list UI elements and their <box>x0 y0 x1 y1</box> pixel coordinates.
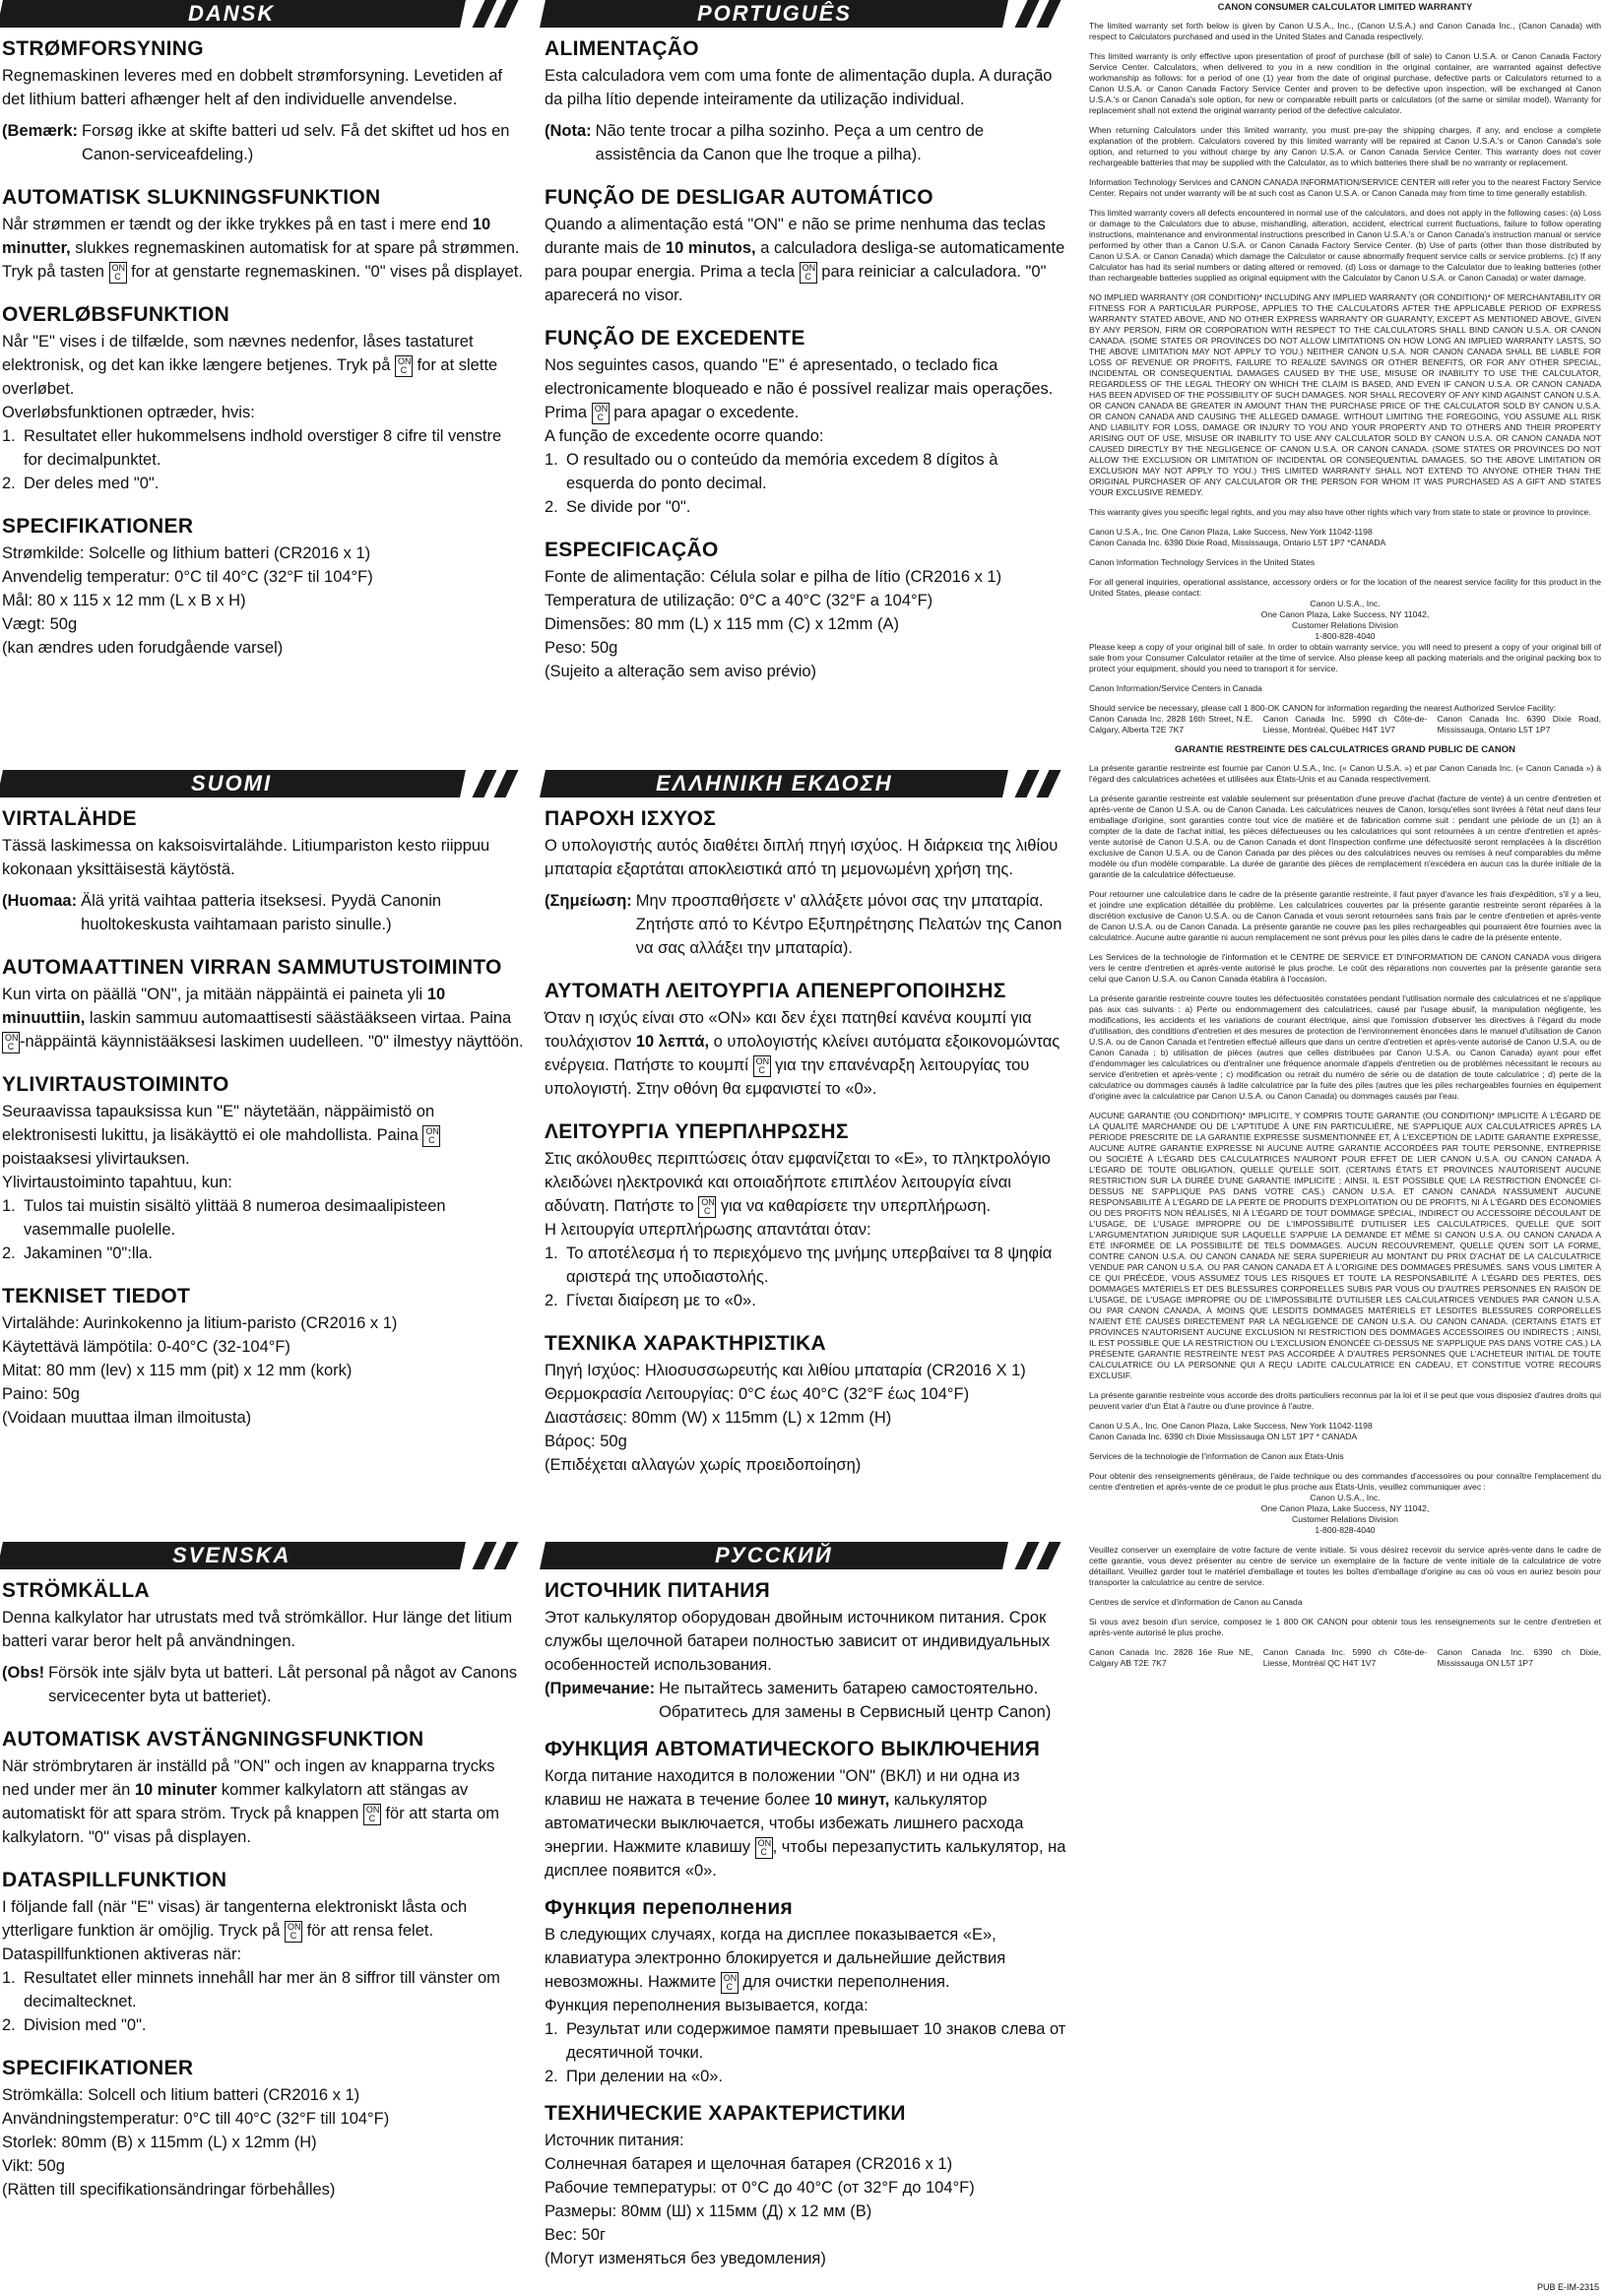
address-line: Canon U.S.A., Inc. One Canon Plaza, Lake Success, New York 11042-1198 <box>1089 1421 1373 1431</box>
text-power: Denna kalkylator har utrustats med två strömkällor. Hur länge det litium batteri varar beror helt på användningen. <box>2 1609 513 1650</box>
warranty-paragraph: Services de la technologie de l'information de Canon aux États-Unis <box>1089 1451 1344 1461</box>
text-overflow: В следующих случаях, когда на дисплее показывается «E», клавиатура электронно блокируется и дальнейшие действия невозможны. Нажмите ON C для очистки переполнения. <box>545 1926 1006 1992</box>
text-auto-off: Når strømmen er tændt og der ikke trykkes på en tast i mere end 10 minutter, slukkes regnemaskinen automatisk for at spare på strømmen. Tryk på tasten ON C for at genstarte regnemaskinen. "0" vises på displayet. <box>2 216 523 282</box>
spec-line: Storlek: 80mm (B) x 115mm (L) x 12mm (H) <box>2 2134 317 2151</box>
heading-auto-off: FUNÇÃO DE DESLIGAR AUTOMÁTICO <box>545 186 933 209</box>
text-auto-off: Όταν η ισχύς είναι στο «ON» και δεν έχει πατηθεί κανένα κουμπί για τουλάχιστον 10 λεπτά, ο υπολογιστής κλείνει αυτόματα εξοικονομώντας ενέργεια. Πατήστε το κουμπί ON C για την επανέναρξη λειτουργίας του υπολογιστή. Στην οθόνη θα εμφανιστεί το «0». <box>545 1009 1061 1098</box>
on-c-key-icon: ON C <box>2 1032 20 1053</box>
text-overflow-cond: A função de excedente ocorre quando: <box>545 427 824 445</box>
address-line: Canon Canada Inc. 6390 Dixie Road, Mississauga, Ontario L5T 1P7 *CANADA <box>1089 538 1386 547</box>
spec-line: Vægt: 50g <box>2 615 78 633</box>
warranty-title-fr: GARANTIE RESTREINTE DES CALCULATRICES GRAND PUBLIC DE CANON <box>1174 744 1516 755</box>
canada-addresses-fr: Canon Canada Inc. 2828 16e Rue NE, Calgary AB T2E 7K7 Canon Canada Inc. 5990 ch Côte-de-Liesse, Montréal QC H4T 1V7 Canon Canada Inc. 6390 ch Dixie, Mississauga ON L5T 1P7 <box>1089 1647 1601 1668</box>
text-overflow: Når "E" vises i de tilfælde, som nævnes nedenfor, låses tastaturet elektronisk, og det kan ikke længere betjenes. Tryk på ON C for at slette overløbet. <box>2 333 498 398</box>
heading-power: ИСТОЧНИК ПИТАНИЯ <box>545 1579 771 1602</box>
spec-line: Βάρος: 50g <box>545 1433 627 1450</box>
warranty-paragraph: La présente garantie restreinte est valable seulement sur présentation d'une preuve d'achat (facture de vente) à un centre d'entretien et après-vente de Canon U.S.A. ou de Canon Canada. Les calculatrices neuves de Canon, lorsqu'elles sont livrées à l'état neuf dans leur emballage d'origine, sont garanties contre tout vice de matière et de fabrication comme suit : pendant une période de un (1) an à compter de la date de l'achat initial, les pièces défectueuses ou les calculatrices qui sont retournées à un centre d'entretien et après-vente autorisé de Canon U.S.A. ou de Canon Canada et dont l'inspection confirme une défectuosité seront remplacées à la discrétion exclusive de Canon U.S.A. ou de Canon Canada par des pièces ou des calculatrices neuves ou remises à neuf comparables du même modèle ou d'un modèle comparable. La durée de garantie des pièces de remplacement n'excédera en aucun cas la durée initiale de la garantie de la calculatrice défectueuse. <box>1089 794 1601 879</box>
note: (Bemærk: Forsøg ikke at skifte batteri ud selv. Få det skiftet ud hos en Canon-serviceafdeling.) <box>2 122 510 163</box>
spec-line: Käytettävä lämpötila: 0-40°C (32-104°F) <box>2 1338 290 1356</box>
on-c-key-icon: ON C <box>755 1837 773 1859</box>
section-russian <box>543 1542 1066 2270</box>
warranty-paragraph: Please keep a copy of your original bill of sale. In order to obtain warranty service, you will need to present a copy of your original bill of sale from your Consumer Calculator retailer at the time of service. Also please keep all packing materials and the original packing box to protect your equipment, should you need to transport it for service. <box>1089 642 1601 673</box>
heading-overflow: OVERLØBSFUNKTION <box>2 303 230 326</box>
spec-line: (kan ændres uden forudgående varsel) <box>2 639 284 657</box>
note: (Obs! Försök inte själv byta ut batteri. Låt personal på något av Canons servicecenter byta ut batteriet). <box>2 1664 518 1705</box>
warranty-paragraph: Si vous avez besoin d'un service, composez le 1 800 OK CANON pour obtenir tous les renseignements sur le centre d'entretien et après-vente autorisé le plus proche. <box>1089 1617 1601 1637</box>
spec-line: Virtalähde: Aurinkokenno ja litium-paristo (CR2016 x 1) <box>2 1314 398 1332</box>
warranty-paragraph: This warranty gives you specific legal rights, and you may also have other rights which vary from state to state or province to province. <box>1089 507 1591 517</box>
text-overflow-cond: Dataspillfunktionen aktiveras när: <box>2 1945 242 1963</box>
heading-specs: SPECIFIKATIONER <box>2 2057 194 2079</box>
contact-line: 1-800-828-4040 <box>1315 631 1376 641</box>
warranty-paragraph: This limited warranty is only effective upon presentation of proof of purchase (bill of sale) to Canon U.S.A. or Canon Canada Factory Service Center. Calculators, when delivered to you in a new condition in the original container, are warranted against defective workmanship as follows: for a period of one (1) year from the date of original purchase, defective parts or Calculators returned to a Canon U.S.A. or Canon Canada Factory Service Center and proven to be defective upon inspection, will be exchanged at Canon U.S.A.'s or Canon Canada's sole option, for new or comparable rebuilt parts or calculators (of the same or similar model). Warranty for replacement shall not extend the original warranty period of the defective calculator. <box>1089 51 1601 115</box>
section-portugues <box>543 0 1066 683</box>
section-dansk <box>0 0 524 660</box>
warranty-paragraph: Information Technology Services and CANON CANADA INFORMATION/SERVICE CENTER will refer you to the nearest Factory Service Center. Repairs not under warranty will be at such cost as Canon U.S.A. or Canon Canada may from time to time generally establish. <box>1089 177 1601 198</box>
section-header <box>543 0 1066 28</box>
section-header <box>543 1542 1066 1569</box>
spec-line: Strømkilde: Solcelle og lithium batteri (CR2016 x 1) <box>2 544 371 562</box>
heading-power: ΠΑΡΟΧΗ ΙΣΧΥΟΣ <box>545 807 717 830</box>
heading-overflow: FUNÇÃO DE EXCEDENTE <box>545 327 805 350</box>
list-item: 2. Se divide por "0". <box>545 498 691 516</box>
heading-power: VIRTALÄHDE <box>2 807 137 830</box>
spec-line: (Sujeito a alteração sem aviso prévio) <box>545 663 817 680</box>
heading-overflow: DATASPILLFUNKTION <box>2 1869 227 1891</box>
spec-line: (Rätten till specifikationsändringar förbehålles) <box>2 2181 336 2199</box>
heading-auto-off: AUTOMAATTINEN VIRRAN SAMMUTUSTOIMINTO <box>2 956 502 979</box>
overflow-list <box>543 1242 1066 1312</box>
warranty-column <box>1089 0 1601 1678</box>
heading-overflow: ΛΕΙΤΟΥΡΓΙΑ ΥΠΕΡΠΛΗΡΩΣΗΣ <box>545 1120 849 1143</box>
spec-line: Anvendelig temperatur: 0°C til 40°C (32°F til 104°F) <box>2 568 373 586</box>
overflow-list <box>543 448 1066 519</box>
note: (Nota: Não tente trocar a pilha sozinho. Peça a um centro de assistência da Canon que lhe troque a pilha). <box>545 122 985 163</box>
text-overflow-cond: Η λειτουργία υπερπλήρωσης απαντάται όταν: <box>545 1221 871 1239</box>
spec-line: (Voidaan muuttaa ilman ilmoitusta) <box>2 1409 252 1427</box>
list-item: 2. Jakaminen "0":lla. <box>2 1244 153 1262</box>
warranty-paragraph: The limited warranty set forth below is given by Canon U.S.A., Inc., (Canon U.S.A.) and Canon Canada Inc., (Canon Canada) with respect to Calculators purchased and used in the United States and Canada respectively. <box>1089 21 1601 41</box>
contact-line: Canon U.S.A., Inc. <box>1310 599 1381 608</box>
address-line: Canon U.S.A., Inc. One Canon Plaza, Lake Success, New York 11042-1198 <box>1089 527 1373 537</box>
section-header <box>0 1542 524 1569</box>
warranty-paragraph: Canon Information Technology Services in the United States <box>1089 557 1316 567</box>
text-power: Regnemaskinen leveres med en dobbelt strømforsyning. Levetiden af det lithium batteri afhænger helt af den individuelle anvendelse. <box>2 67 503 108</box>
spec-line: Размеры: 80мм (Ш) x 115мм (Д) x 12 мм (В) <box>545 2202 872 2220</box>
spec-line: Διαστάσεις: 80mm (W) x 115mm (L) x 12mm (H) <box>545 1409 892 1427</box>
warranty-paragraph: NO IMPLIED WARRANTY (OR CONDITION)* INCLUDING ANY IMPLIED WARRANTY (OR CONDITION)* OF MERCHANTABILITY OR FITNESS FOR A PARTICULAR PURPOSE, APPLIES TO THE CALCULATORS AFTER THE APPLICABLE PERIOD OF EXPRESS WARRANTY STATED ABOVE, AND NO OTHER EXPRESS WARRANTY OR GUARANTY, EXCEPT AS MENTIONED ABOVE, GIVEN BY ANY PERSON, FIRM OR CORPORATION WITH RESPECT TO THE CALCULATORS SHALL BIND CANON U.S.A. OR CANON CANADA. (SOME STATES OR PROVINCES DO NOT ALLOW LIMITATIONS ON HOW LONG AN IMPLIED WARRANTY LASTS, SO THE ABOVE LIMITATION MAY NOT APPLY TO YOU.) NEITHER CANON U.S.A. NOR CANON CANADA SHALL BE LIABLE FOR LOSS OF REVENUE OR PROFITS, FAILURE TO REALIZE SAVINGS OR OTHER BENEFITS, OR FOR ANY OTHER SPECIAL, INCIDENTAL OR CONSEQUENTIAL DAMAGES CAUSED BY THE USE, MISUSE OR INABILITY TO USE THE CALCULATOR, REGARDLESS OF THE LEGAL THEORY ON WHICH THE CLAIM IS BASED, AND EVEN IF CANON U.S.A. OR CANON CANADA HAS BEEN ADVISED OF THE POSSIBILITY OF SUCH DAMAGES. NOR SHALL RECOVERY OF ANY KIND AGAINST CANON U.S.A. OR CANON CANADA BE GREATER IN AMOUNT THAN THE PURCHASE PRICE OF THE CALCULATOR SOLD BY CANON U.S.A. OR CANON CANADA AND CAUSING THE ALLEGED DAMAGE. WITHOUT LIMITING THE FOREGOING, YOU ASSUME ALL RISK AND LIABILITY FOR LOSS, DAMAGE OR INJURY TO YOU AND YOUR PROPERTY AND TO OTHERS AND THEIR PROPERTY ARISING OUT OF USE, MISUSE OR INABILITY TO USE ANY CALCULATOR SOLD BY CANON U.S.A. OR CANON CANADA NOT CAUSED DIRECTLY BY THE NEGLIGENCE OF CANON U.S.A. OR CANON CANADA. (SOME STATES OR PROVINCES DO NOT ALLOW THE EXCLUSION OR LIMITATION OF INCIDENTAL OR CONSEQUENTIAL DAMAGES, SO THE ABOVE LIMITATION OR EXCLUSION MAY NOT APPLY TO YOU.) THIS LIMITED WARRANTY SHALL NOT EXTEND TO ANYONE OTHER THAN THE ORIGINAL PURCHASER OF ANY CALCULATOR OR THE PERSON FOR WHOM IT WAS PURCHASED AS A GIFT AND STATES YOUR EXCLUSIVE REMEDY. <box>1089 292 1601 497</box>
on-c-key-icon: ON C <box>395 355 413 377</box>
text-overflow: I följande fall (när "E" visas) är tangenterna elektroniskt låsta och ytterligare funktion är omöjlig. Tryck på ON C för att rensa felet. <box>2 1898 468 1941</box>
heading-power: STRØMFORSYNING <box>2 37 204 60</box>
note: (Примечание: Не пытайтесь заменить батарею самостоятельно. Обратитесь для замены в Сервисный центр Canon) <box>545 1680 1052 1721</box>
text-overflow-cond: Overløbsfunktionen optræder, hvis: <box>2 404 255 421</box>
canada-addresses: Canon Canada Inc. 2828 16th Street, N.E. Calgary, Alberta T2E 7K7 Canon Canada Inc. 5990 ch Côte-de-Liesse, Montréal, Québec H4T 1V7 Canon Canada Inc. 6390 Dixie Road, Mississauga, Ontario L5T 1P7 <box>1089 714 1601 734</box>
spec-line: Mål: 80 x 115 x 12 mm (L x B x H) <box>2 592 246 609</box>
spec-line: Peso: 50g <box>545 639 618 657</box>
spec-line: Temperatura de utilização: 0°C a 40°C (32°F a 104°F) <box>545 592 933 609</box>
heading-auto-off: AUTOMATISK SLUKNINGSFUNKTION <box>2 186 381 209</box>
section-title: PORTUGUÊS <box>696 1 852 26</box>
section-greek <box>543 770 1066 1477</box>
spec-line: Dimensões: 80 mm (L) x 115 mm (C) x 12mm (A) <box>545 615 900 633</box>
contact-line: Canon U.S.A., Inc. <box>1310 1493 1381 1502</box>
spec-line: (Могут изменяться без уведомления) <box>545 2250 826 2267</box>
list-item: 2. Γίνεται διαίρεση με το «0». <box>545 1292 756 1309</box>
section-header <box>0 770 524 797</box>
publication-code: PUB E-IM-2315 <box>1536 2282 1599 2292</box>
on-c-key-icon: ON C <box>721 1972 739 1994</box>
heading-power: ALIMENTAÇÃO <box>545 37 699 60</box>
section-header <box>0 0 524 28</box>
warranty-paragraph: For all general inquiries, operational assistance, accessory orders or for the location of the nearest service facility for this product in the United States, please contact: <box>1089 577 1601 598</box>
spec-line: Vikt: 50g <box>2 2157 65 2175</box>
warranty-paragraph: La présente garantie restreinte couvre toutes les défectuosités constatées pendant l'utilisation normale des calculatrices et ne s'applique pas aux cas suivants : a) Perte ou endommagement des calculatrices, causé par l'usage abusif, la manipulation négligente, les modifications, les accidents et les variations de courant électrique, ainsi que l'omission d'observer les directives à l'égard du mode d'utilisation, des conditions d'entretien et des mesures de protection de l'environnement énoncées dans le manuel d'utilisation de Canon U.S.A. ou de Canon Canada et l'entretien effectué ailleurs que dans un centre d'entretien et après-vente autorisé de Canon U.S.A. ou de Canon Canada ; b) utilisation de pièces (autres que celles distribuées par Canon U.S.A. ou Canon Canada) ayant pour effet d'endommager les calculatrices ou d'entraîner une fréquence anormale d'appels d'entretien ou de problèmes nécessitant le recours au service d'entretien et après-vente ; c) modification ou retrait du numéro de série ou de datation de toute calculatrice ; d) perte de la calculatrice ou dommages causés à ladite calculatrice par la fuite des piles (autres que les piles rechargeables fournies en équipement d'origine avec la calculatrice par Canon U.S.A. ou Canon Canada) ou dommages causés par l'eau. <box>1089 993 1601 1101</box>
spec-line: Mitat: 80 mm (lev) x 115 mm (pit) x 12 mm (kork) <box>2 1362 353 1379</box>
text-overflow-cond: Ylivirtaustoiminto tapahtuu, kun: <box>2 1174 232 1191</box>
heading-specs: ΤΕΧΝΙΚΑ ΧΑΡΑΚΤΗΡΙΣΤΙΚΑ <box>545 1332 826 1355</box>
heading-power: STRÖMKÄLLA <box>2 1579 150 1602</box>
list-item: 1. Resultatet eller minnets innehåll har mer än 8 siffror till vänster om decimaltecknet. <box>2 1969 500 2010</box>
spec-line: Солнечная батарея и щелочная батарея (CR2016 x 1) <box>545 2155 953 2173</box>
list-item: 1. O resultado ou o conteúdo da memória excedem 8 dígitos à esquerda do ponto decimal. <box>545 451 998 492</box>
list-item: 1. Результат или содержимое памяти превышает 10 знаков слева от десятичной точки. <box>545 2020 1066 2062</box>
on-c-key-icon: ON C <box>109 262 127 284</box>
heading-auto-off: AUTOMATISK AVSTÄNGNINGSFUNKTION <box>2 1728 424 1751</box>
text-overflow: Nos seguintes casos, quando "E" é apresentado, o teclado fica electronicamente bloqueado e não é possível realizar mais operações. Prima ON C para apagar o excedente. <box>545 356 1054 422</box>
spec-line: Рабочие температуры: от 0°C до 40°C (от 32°F до 104°F) <box>545 2179 975 2197</box>
warranty-paragraph: Canon Information/Service Centers in Canada <box>1089 683 1262 693</box>
spec-line: Θερμοκρασία Λειτουργίας: 0°C έως 40°C (32°F έως 104°F) <box>545 1385 970 1403</box>
list-item: 2. Division med "0". <box>2 2016 147 2034</box>
spec-line: Источник питания: <box>545 2132 684 2149</box>
on-c-key-icon: ON C <box>753 1055 771 1077</box>
on-c-key-icon: ON C <box>363 1804 381 1825</box>
contact-line: One Canon Plaza, Lake Success, NY 11042, <box>1260 609 1430 619</box>
spec-line: Användningstemperatur: 0°C till 40°C (32°F till 104°F) <box>2 2110 390 2128</box>
heading-overflow: Функция переполнения <box>545 1896 794 1919</box>
warranty-paragraph: Pour retourner une calculatrice dans le cadre de la présente garantie restreinte, il faut payer d'avance les frais d'expédition, s'il y a lieu, et joindre une explication détaillée du problème. Les calculatrices couvertes par la présente garantie restreinte seront réparées à la discrétion exclusive de Canon U.S.A. ou de Canon Canada et vous seront retournées sans frais par le centre d'entretien et après-vente de Canon U.S.A. ou de Canon Canada. La présente garantie ne couvre pas les piles rechargeables qui pourraient être fournies avec la calculatrice. Aucune autre garantie ni aucun remplacement ne sont prévus pour les piles dans le cadre de la présente entente. <box>1089 889 1601 942</box>
contact-line: One Canon Plaza, Lake Success, NY 11042, <box>1260 1503 1430 1513</box>
overflow-list <box>0 1194 524 1265</box>
list-item: 1. Το αποτέλεσμα ή το περιεχόμενο της μνήμης υπερβαίνει τα 8 ψηφία αριστερά της υποδιαστολής. <box>545 1244 1053 1286</box>
section-title: РУССКИЙ <box>715 1543 833 1567</box>
warranty-paragraph: When returning Calculators under this limited warranty, you must pre-pay the shipping charges, if any, and enclose a complete explanation of the problem. Calculators covered by this limited warranty will be repaired at Canon U.S.A.'s or Canon Canada's sole option, and returned to you without charge by any Canon U.S.A. or Canon Canada Service Center. This warranty does not cover rechargeable batteries that may be supplied with the Calculator, as to which batteries there shall be no warranty or replacement. <box>1089 125 1601 167</box>
heading-specs: ТЕХНИЧЕСКИЕ ХАРАКТЕРИСТИКИ <box>545 2102 906 2125</box>
text-auto-off: Kun virta on päällä "ON", ja mitään näppäintä ei paineta yli 10 minuuttiin, laskin sammuu automaattisesti säästääkseen virtaa. Paina ON C -näppäintä käynnistääksesi laskimen uudelleen. "0" ilmestyy näyttöön. <box>2 986 524 1052</box>
text-power: Esta calculadora vem com uma fonte de alimentação dupla. A duração da pilha lítio depende inteiramente da utilização individual. <box>545 67 1053 108</box>
heading-specs: ESPECIFICAÇÃO <box>545 539 719 561</box>
spec-line: Πηγή Ισχύος: Ηλιοσυσσωρευτής και λιθίου μπαταρία (CR2016 X 1) <box>545 1362 1026 1379</box>
on-c-key-icon: ON C <box>422 1125 440 1147</box>
spec-line: Strömkälla: Solcell och litium batteri (CR2016 x 1) <box>2 2086 360 2104</box>
overflow-list <box>0 424 524 495</box>
section-title: SUOMI <box>190 771 273 796</box>
warranty-paragraph: AUCUNE GARANTIE (OU CONDITION)* IMPLICITE, Y COMPRIS TOUTE GARANTIE (OU CONDITION)* IMPLICITE À L'ÉGARD DE LA QUALITÉ MARCHANDE OU DE L'APTITUDE À UNE FIN PARTICULIÈRE, NE S'APPLIQUE AUX CALCULATRICES APRÈS LA PÉRIODE PRESCRITE DE LA GARANTIE EXPRESSE SUSMENTIONNÉE ET, À L'EXCEPTION DE LADITE GARANTIE EXPRESSE, AUCUNE AUTRE GARANTIE EXPRESSE NI AUCUNE AUTRE GARANTIE ACCORDÉES PAR TOUTE PERSONNE, ENTREPRISE OU SOCIÉTÉ À L'ÉGARD DES CALCULATRICES N'AURONT POUR EFFET DE LIER CANON U.S.A. OU CANON CANADA À L'ÉGARD DE TOUTE OBLIGATION, QUELLE QU'ELLE SOIT. (CERTAINS ÉTATS ET PROVINCES N'AUTORISENT AUCUNE RESTRICTION SUR LA DURÉE D'UNE GARANTIE IMPLICITE ; AINSI, IL EST POSSIBLE QUE LA RESTRICTION ÉNONCÉE CI-DESSUS NE S'APPLIQUE PAS DANS VOTRE CAS.) CANON U.S.A. ET CANON CANADA N'ASSUMENT AUCUNE RESPONSABILITÉ À L'ÉGARD DE LA PERTE DE PRODUITS D'EXPLOITATION OU DE PROFITS, NI À L'ÉGARD DES ÉCONOMIES OU DES PROFITS NON RÉALISÉS, NI À L'ÉGARD DE TOUT DOMMAGE SPÉCIAL, INDIRECT OU ACCESSOIRE DÉCOULANT DE L'USAGE, DE L'USAGE IMPROPRE OU DE L'IMPOSSIBILITÉ D'UTILISER LES CALCULATRICES, QUELLE QUE SOIT L'ARGUMENTATION JURIDIQUE SUR LAQUELLE S'APPUIE LA DEMANDE ET MÊME SI CANON U.S.A. OU CANON CANADA A ÉTÉ INFORMÉE DE LA POSSIBILITÉ DE TELS DOMMAGES. AUCUN RECOUVREMENT, QUELLE QU'EN SOIT LA FORME, CONTRE CANON U.S.A. OU CANON CANADA NE SERA SUPÉRIEUR AU MONTANT DU PRIX D'ACHAT DE LA CALCULATRICE VENDUE PAR CANON U.S.A. OU PAR CANON CANADA ET À L'ORIGINE DES DOMMAGES PRÉSUMÉS. SANS VOUS LIMITER À CE QUI PRÉCÈDE, VOUS ASSUMEZ TOUS LES RISQUES ET TOUTE LA RESPONSABILITÉ À L'ÉGARD DES PERTES, DES DOMMAGES MATÉRIELS ET DES BLESSURES CORPORELLES SUBIS PAR VOUS OU D'AUTRES PERSONNES EN RAISON DE L'USAGE, DE L'USAGE IMPROPRE OU DE L'IMPOSSIBILITÉ D'UTILISER LES CALCULATRICES VENDUES PAR CANON U.S.A. OU PAR CANON CANADA, À MOINS QUE LESDITS DOMMAGES MATÉRIELS ET LESDITES BLESSURES CORPORELLES N'AIENT ÉTÉ CAUSÉS DIRECTEMENT PAR LA NÉGLIGENCE DE CANON U.S.A. OU CANON CANADA. (CERTAINS ÉTATS ET PROVINCES N'AUTORISENT AUCUNE EXCLUSION NI RESTRICTION DES DOMMAGES ACCESSOIRES OU INDIRECTS ; AINSI, IL EST POSSIBLE QUE LA RESTRICTION OU L'EXCLUSION ÉNONCÉE CI-DESSUS NE S'APPLIQUE PAS DANS VOTRE CAS.) LA PRÉSENTE GARANTIE RESTREINTE N'EST PAS ACCORDÉE À D'AUTRES PERSONNES QUE L'ACHETEUR INITIAL DE TOUTE CALCULATRICE OU LA PERSONNE QUI A REÇU LADITE CALCULATRICE EN CADEAU, ET CONSTITUE VOTRE RECOURS EXCLUSIF. <box>1089 1111 1601 1380</box>
heading-specs: TEKNISET TIEDOT <box>2 1285 191 1307</box>
section-title: SVENSKA <box>171 1543 291 1567</box>
section-title: DANSK <box>187 1 276 26</box>
spec-line: Paino: 50g <box>2 1385 80 1403</box>
on-c-key-icon: ON C <box>698 1196 716 1218</box>
text-overflow: Seuraavissa tapauksissa kun "E" näytetään, näppäimistö on elektronisesti lukittu, ja lisäkäyttö ei ole mahdollista. Paina ON C poistaaksesi ylivirtauksen. <box>2 1103 439 1168</box>
text-power: Ο υπολογιστής αυτός διαθέτει διπλή πηγή ισχύος. Η διάρκεια της λιθίου μπαταρία εξαρτάται αποκλειστικά από τη μεμονωμένη χρήση της. <box>545 837 1059 878</box>
overflow-list <box>543 2017 1066 2088</box>
warranty-title-en: CANON CONSUMER CALCULATOR LIMITED WARRANTY <box>1217 2 1473 13</box>
overflow-list <box>0 1966 524 2037</box>
warranty-paragraph: La présente garantie restreinte vous accorde des droits particuliers reconnus par la loi et il se peut que vous disposiez d'autres droits qui peuvent varier d'un État à l'autre ou d'une province à l'autre. <box>1089 1390 1601 1411</box>
spec-line: Вес: 50г <box>545 2226 606 2244</box>
spec-line: Fonte de alimentação: Célula solar e pilha de lítio (CR2016 x 1) <box>545 568 1002 586</box>
warranty-paragraph: This limited warranty covers all defects encountered in normal use of the calculators, and does not apply in the following cases: (a) Loss or damage to the Calculators due to abuse, mishandling, alteration, accident, electrical current fluctuations, failure to follow operating instructions, maintenance and environmental instructions prescribed in Canon U.S.A.'s or Canon Canada's instruction manual or service performed by other than a Canon U.S.A. or Canon Canada Factory Service Center. (b) Use of parts (other than those distributed by Canon U.S.A. or Canon Canada) which damage the Calculator or cause abnormally frequent service calls or service problems. (c) If any Calculator has had its serial numbers or dating altered or removed. (d) Loss or damage to the Calculator due to leaking batteries (other than rechargeable batteries supplied as original equipment with the Calculator by Canon U.S.A. or Canon Canada) or water damage. <box>1089 208 1601 283</box>
heading-auto-off: ФУНКЦИЯ АВТОМАТИЧЕСКОГО ВЫКЛЮЧЕНИЯ <box>545 1738 1041 1760</box>
note: (Huomaa: Älä yritä vaihtaa patteria itseksesi. Pyydä Canonin huoltokeskusta vaihtamaan paristo sinulle.) <box>2 892 442 933</box>
heading-overflow: YLIVIRTAUSTOIMINTO <box>2 1073 229 1096</box>
text-auto-off: Когда питание находится в положении "ON" (ВКЛ) и ни одна из клавиш не нажата в течение более 10 минут, калькулятор автоматически выключается, чтобы избежать лишнего расхода энергии. Нажмите клавишу ON C , чтобы перезапустить калькулятор, на дисплее появится «0». <box>545 1767 1066 1880</box>
section-svenska <box>0 1542 524 2201</box>
list-item: 2. Der deles med "0". <box>2 475 160 492</box>
note: (Σημείωση: Μην προσπαθήσετε ν' αλλάξετε μόνοι σας την μπαταρία. Ζητήστε από το Κέντρο Εξυπηρέτησης Πελατών της Canon να σας αλλάξει την μπαταρία). <box>545 892 1062 957</box>
text-overflow-cond: Функция переполнения вызывается, когда: <box>545 1997 868 2014</box>
text-power: Этот калькулятор оборудован двойным источником питания. Срок службы щелочной батареи полностью зависит от индивидуальных особенностей использования. <box>545 1609 1051 1674</box>
section-header <box>543 770 1066 797</box>
warranty-paragraph: Centres de service et d'information de Canon au Canada <box>1089 1597 1303 1607</box>
on-c-key-icon: ON C <box>592 403 610 424</box>
heading-specs: SPECIFIKATIONER <box>2 515 194 538</box>
section-suomi <box>0 770 524 1430</box>
heading-auto-off: ΑΥΤΟΜΑΤΗ ΛΕΙΤΟΥΡΓΙΑ ΑΠΕΝΕΡΓΟΠΟΙΗΣΗΣ <box>545 980 1006 1002</box>
on-c-key-icon: ON C <box>285 1921 302 1943</box>
warranty-paragraph: Les Services de la technologie de l'information et le CENTRE DE SERVICE ET D'INFORMATION DE CANON CANADA vous dirigera vers le centre d'entretien et après-vente autorisé le plus proche. Le coût des réparations non couvertes par la présente garantie sera celui que Canon U.S.A. ou Canon Canada établira à l'occasion. <box>1089 952 1601 984</box>
text-power: Tässä laskimessa on kaksoisvirtalähde. Litiumpariston kesto riippuu kokonaan yksittäisestä käytöstä. <box>2 837 490 878</box>
section-title: ΕΛΛΗΝΙΚΗ ΕΚΔΟΣΗ <box>655 771 893 796</box>
spec-line: (Επιδέχεται αλλαγών χωρίς προειδοποίηση) <box>545 1456 862 1474</box>
address-line: Canon Canada Inc. 6390 ch Dixie Mississauga ON L5T 1P7 * CANADA <box>1089 1432 1358 1441</box>
on-c-key-icon: ON C <box>800 262 817 284</box>
text-overflow: Στις ακόλουθες περιπτώσεις όταν εμφανίζεται το «E», το πληκτρολόγιο κλειδώνει ηλεκτρονικά και οποιαδήποτε επιπλέον λειτουργία είναι αδύνατη. Πατήστε το ON C για να καθαρίσετε την υπερπλήρωση. <box>545 1150 1051 1216</box>
contact-line: Customer Relations Division <box>1292 620 1398 630</box>
contact-line: 1-800-828-4040 <box>1315 1525 1376 1535</box>
warranty-paragraph: Veuillez conserver un exemplaire de votre facture de vente initiale. Si vous désirez recevoir du service après-vente dans le cadre de cette garantie, vous devez présenter au centre de service un exemplaire de la facture de vente initiale de la calculatrice de votre détaillant. Veuillez garder tout le matériel d'emballage et toutes les boîtes d'emballage d'origine au cas où vous en auriez besoin pour transporter la calculatrice au centre de service. <box>1089 1545 1601 1587</box>
list-item: 1. Resultatet eller hukommelsens indhold overstiger 8 cifre til venstre for decimalpunktet. <box>2 427 502 469</box>
text-auto-off: Quando a alimentação está "ON" e não se prime nenhuma das teclas durante mais de 10 minutos, a calculadora desliga-se automaticamente para poupar energia. Prima a tecla ON C para reiniciar a calculadora. "0" aparecerá no visor. <box>545 216 1065 304</box>
warranty-paragraph: La présente garantie restreinte est fournie par Canon U.S.A., Inc. (« Canon U.S.A. ») et par Canon Canada Inc. (« Canon Canada ») à l'égard des calculatrices achetées et utilisées aux États-Unis et au Canada respectivement. <box>1089 763 1601 784</box>
warranty-paragraph: Should service be necessary, please call 1 800-OK CANON for information regarding the nearest Authorized Service Facility: <box>1089 703 1557 713</box>
text-auto-off: När strömbrytaren är inställd på "ON" och ingen av knapparna trycks ned under mer än 10 minuter kommer kalkylatorn att stängas av automatiskt för att spara ström. Tryck på knappen ON C för att starta om kalkylatorn. "0" visas på displayen. <box>2 1757 499 1846</box>
contact-line: Customer Relations Division <box>1292 1514 1398 1524</box>
list-item: 2. При делении на «0». <box>545 2068 724 2085</box>
list-item: 1. Tulos tai muistin sisältö ylittää 8 numeroa desimaalipisteen vasemmalle puolelle. <box>2 1197 446 1239</box>
warranty-paragraph: Pour obtenir des renseignements généraux, de l'aide technique ou des commandes d'accessoires ou pour connaître l'emplacement du centre d'entretien et après-vente de ce produit le plus proche aux États-Unis, veuillez communiquer avec : <box>1089 1471 1601 1492</box>
